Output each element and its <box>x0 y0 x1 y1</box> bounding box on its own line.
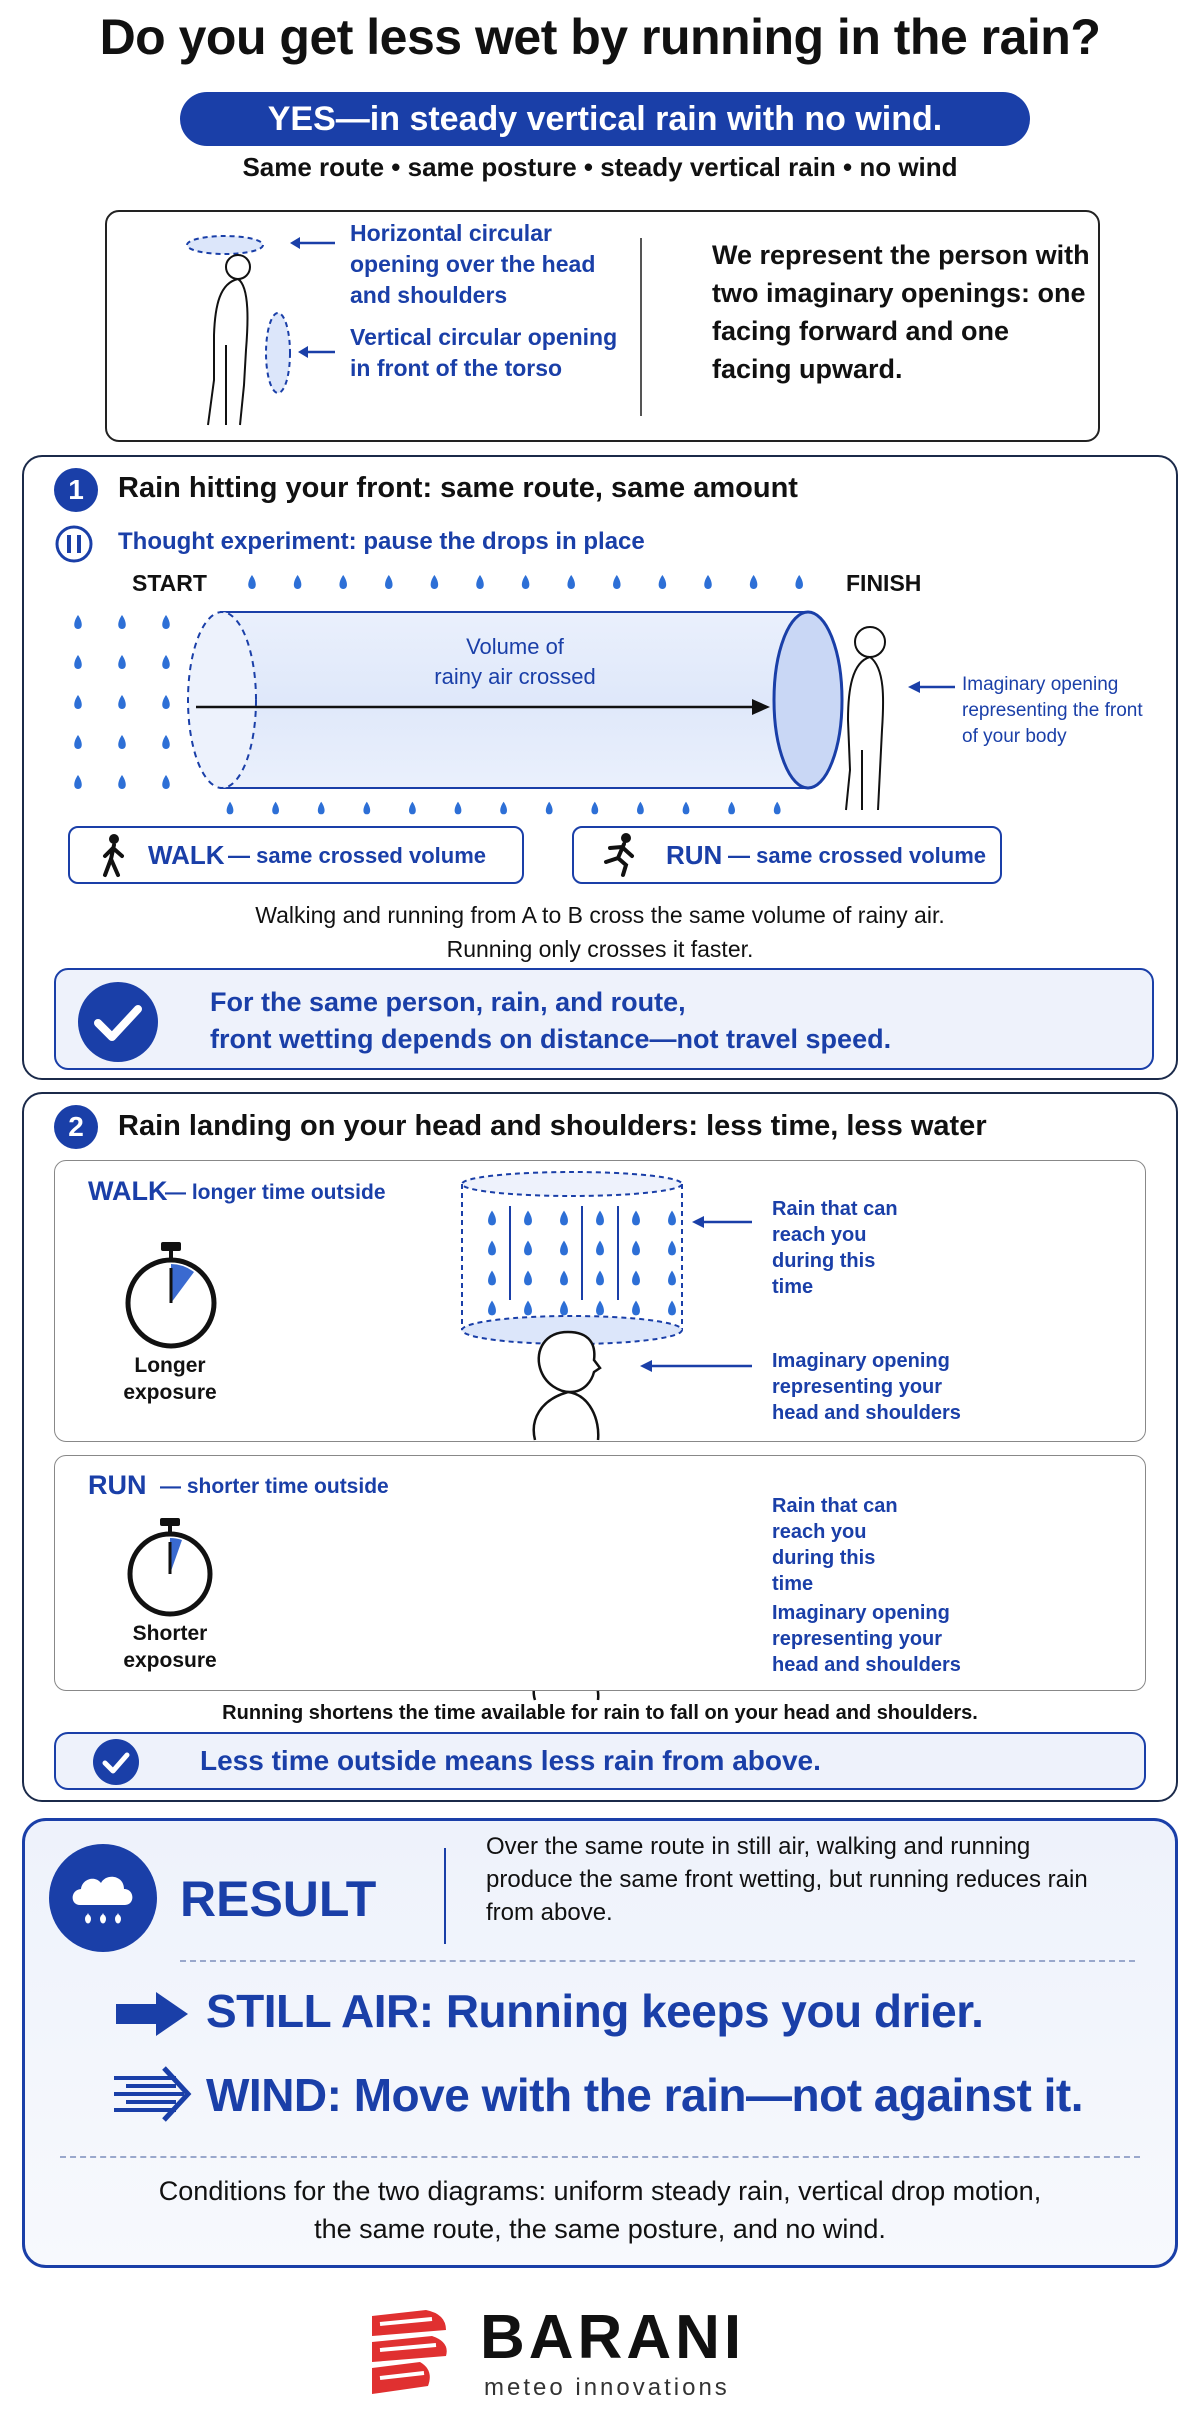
volume-label-line-2: rainy air crossed <box>434 664 596 689</box>
exposure-line-2: exposure <box>123 1381 217 1404</box>
wind-arrows-icon <box>112 2064 192 2124</box>
rain-drop <box>488 1301 496 1316</box>
run-opening-label: Imaginary opening representing your head and shoulders <box>772 1602 961 1676</box>
rain-drop <box>560 1301 568 1316</box>
walk-label: WALK <box>148 840 225 870</box>
walk-panel-sub: — longer time outside <box>165 1181 386 1204</box>
rain-drop <box>596 1301 604 1316</box>
conclusion-line-1: For the same person, rain, and route, <box>210 987 686 1017</box>
divider <box>180 1960 1135 1962</box>
result-text: Over the same route in still air, walking and running produce the same front wetting, but running reduces rain from above. <box>486 1833 1088 1926</box>
rain-drop <box>524 1271 532 1286</box>
rain-drop <box>524 1301 532 1316</box>
section-number-badge: 2 <box>54 1105 98 1149</box>
brand-name: BARANI <box>480 2303 746 2372</box>
checkmark-icon <box>92 1738 140 1786</box>
finish-label: FINISH <box>846 570 922 596</box>
rain-drop <box>596 1271 604 1286</box>
exposure-line-1: Longer <box>134 1354 206 1377</box>
exposure-line-2: exposure <box>123 1649 217 1672</box>
rain-drop <box>560 1211 568 1226</box>
section2-caption: Running shortens the time available for rain to fall on your head and shoulders. <box>222 1702 978 1724</box>
exposure-line-1: Shorter <box>132 1622 208 1645</box>
run-panel-sub: — shorter time outside <box>160 1475 389 1498</box>
section-title: Rain hitting your front: same route, same amount <box>118 472 798 504</box>
barani-logo-icon <box>372 2310 452 2396</box>
rain-drop <box>488 1271 496 1286</box>
rain-drop <box>524 1241 532 1256</box>
rain-drop <box>668 1211 676 1226</box>
caption-line-2: Running only crosses it faster. <box>446 936 754 962</box>
divider <box>60 2156 1140 2158</box>
front-opening-label: Imaginary opening representing the front of your body <box>962 674 1143 747</box>
run-rain-label: Rain that can reach you during this time <box>772 1495 898 1595</box>
divider <box>444 1848 446 1944</box>
stopwatch-icon <box>124 1516 216 1616</box>
run-sub-label: — same crossed volume <box>728 843 987 868</box>
rain-drop <box>524 1211 532 1226</box>
rain-drop <box>596 1211 604 1226</box>
conclusion-line-2: front wetting depends on distance—not travel speed. <box>210 1024 892 1054</box>
run-exposure-label <box>100 1620 240 1674</box>
intro-description: We represent the person with two imaginary openings: one facing forward and one facing upward. <box>712 240 1090 384</box>
vertical-opening-label: Vertical circular opening in front of the torso <box>350 324 618 381</box>
rain-drop <box>488 1211 496 1226</box>
caption-line-1: Walking and running from A to B cross the same volume of rainy air. <box>255 902 945 928</box>
volume-label-line-1: Volume of <box>466 634 564 659</box>
rain-drop <box>596 1241 604 1256</box>
conditions-text <box>22 2172 1178 2248</box>
start-label: START <box>132 570 207 596</box>
rain-drop <box>632 1211 640 1226</box>
run-panel-label: RUN <box>88 1470 147 1500</box>
section-number-badge: 1 <box>54 468 98 512</box>
conditions-line-1: Conditions for the two diagrams: uniform steady rain, vertical drop motion, <box>158 2176 1042 2206</box>
run-label: RUN <box>666 840 723 870</box>
thought-experiment-label: Thought experiment: pause the drops in place <box>118 528 645 555</box>
rain-drop <box>560 1271 568 1286</box>
rain-drop <box>668 1301 676 1316</box>
walk-sub-label: — same crossed volume <box>228 843 487 868</box>
rain-drop <box>632 1241 640 1256</box>
section-title: Rain landing on your head and shoulders: less time, less water <box>118 1110 987 1142</box>
rain-drop <box>560 1241 568 1256</box>
wind-conclusion: WIND: Move with the rain—not against it. <box>206 2069 1083 2121</box>
rain-cloud-icon <box>48 1843 158 1953</box>
walk-panel-label: WALK <box>88 1176 168 1206</box>
still-air-conclusion: STILL AIR: Running keeps you drier. <box>206 1985 984 2037</box>
walk-opening-label: Imaginary opening representing your head and shoulders <box>772 1350 961 1424</box>
rain-drop <box>668 1241 676 1256</box>
conditions-line-2: the same route, the same posture, and no wind. <box>314 2214 886 2244</box>
arrow-right-icon <box>116 1992 188 2036</box>
conditions-subtitle: Same route • same posture • steady vertical rain • no wind <box>242 152 958 182</box>
rain-drop <box>632 1301 640 1316</box>
rain-drop <box>488 1241 496 1256</box>
rain-drop <box>632 1271 640 1286</box>
page-title: Do you get less wet by running in the rain? <box>99 9 1101 65</box>
walk-rain-label: Rain that can reach you during this time <box>772 1198 898 1298</box>
rain-drop <box>668 1271 676 1286</box>
brand-tagline: meteo innovations <box>484 2374 730 2401</box>
section2-conclusion-text: Less time outside means less rain from above. <box>200 1745 821 1776</box>
result-label: RESULT <box>180 1871 377 1927</box>
horizontal-opening-label: Horizontal circular opening over the head and shoulders <box>350 220 596 308</box>
answer-banner: YES—in steady vertical rain with no wind. <box>180 92 1030 146</box>
